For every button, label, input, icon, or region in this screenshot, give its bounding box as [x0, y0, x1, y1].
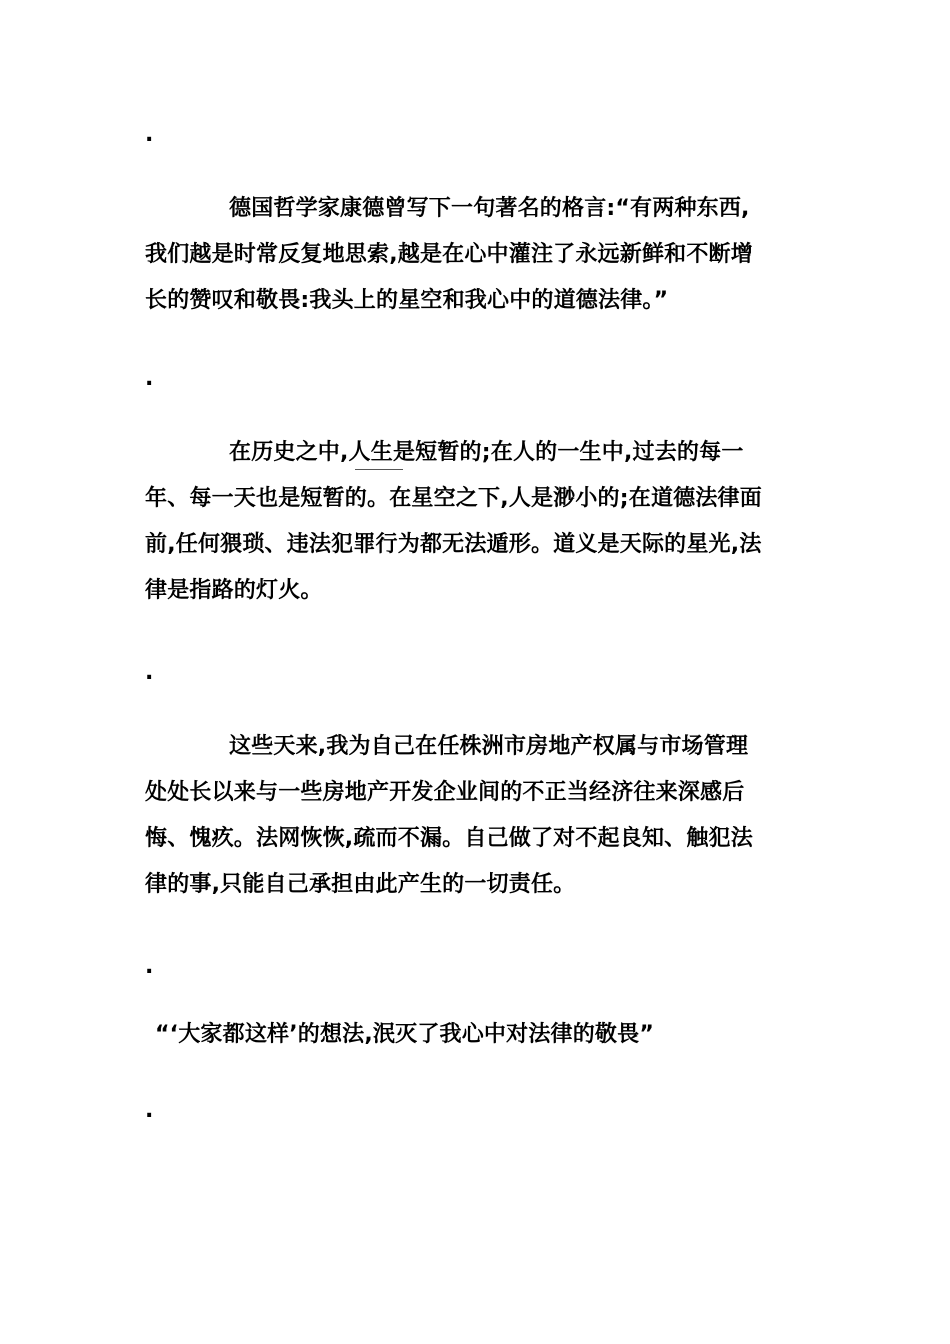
- underline-mark: [355, 469, 403, 470]
- paragraph-line: 处处长以来与一些房地产开发企业间的不正当经济往来深感后: [145, 780, 745, 805]
- separator-dot: .: [145, 954, 154, 979]
- paragraph-confession: [145, 724, 810, 908]
- paragraph-line: 前,任何猥琐、违法犯罪行为都无法遁形。道义是天际的星光,法: [145, 532, 762, 557]
- paragraph-line: 我们越是时常反复地思索,越是在心中灌注了永远新鲜和不断增: [145, 242, 753, 267]
- separator-dot: .: [145, 122, 154, 147]
- separator-dot: .: [145, 660, 154, 685]
- paragraph-line: 长的赞叹和敬畏:我头上的星空和我心中的道德法律。”: [145, 288, 669, 313]
- paragraph-history: [145, 430, 810, 614]
- paragraph-line: 德国哲学家康德曾写下一句著名的格言:“有两种东西,: [229, 196, 750, 221]
- paragraph-line: 在历史之中,人生是短暂的;在人的一生中,过去的每一: [229, 440, 744, 465]
- separator-dot: .: [145, 366, 154, 391]
- paragraph-quote-heading: [155, 1012, 820, 1058]
- paragraph-line: 律是指路的灯火。: [145, 578, 323, 603]
- paragraph-kant-quote: [145, 186, 810, 324]
- paragraph-line: 悔、愧疚。法网恢恢,疏而不漏。自己做了对不起良知、触犯法: [145, 826, 753, 851]
- paragraph-line: 年、每一天也是短暂的。在星空之下,人是渺小的;在道德法律面: [145, 486, 762, 511]
- paragraph-line: 这些天来,我为自己在任株洲市房地产权属与市场管理: [229, 734, 749, 759]
- separator-dot: .: [145, 1098, 154, 1123]
- paragraph-line: 律的事,只能自己承担由此产生的一切责任。: [145, 872, 576, 897]
- paragraph-line: “‘大家都这样’的想法,泯灭了我心中对法律的敬畏”: [155, 1022, 654, 1047]
